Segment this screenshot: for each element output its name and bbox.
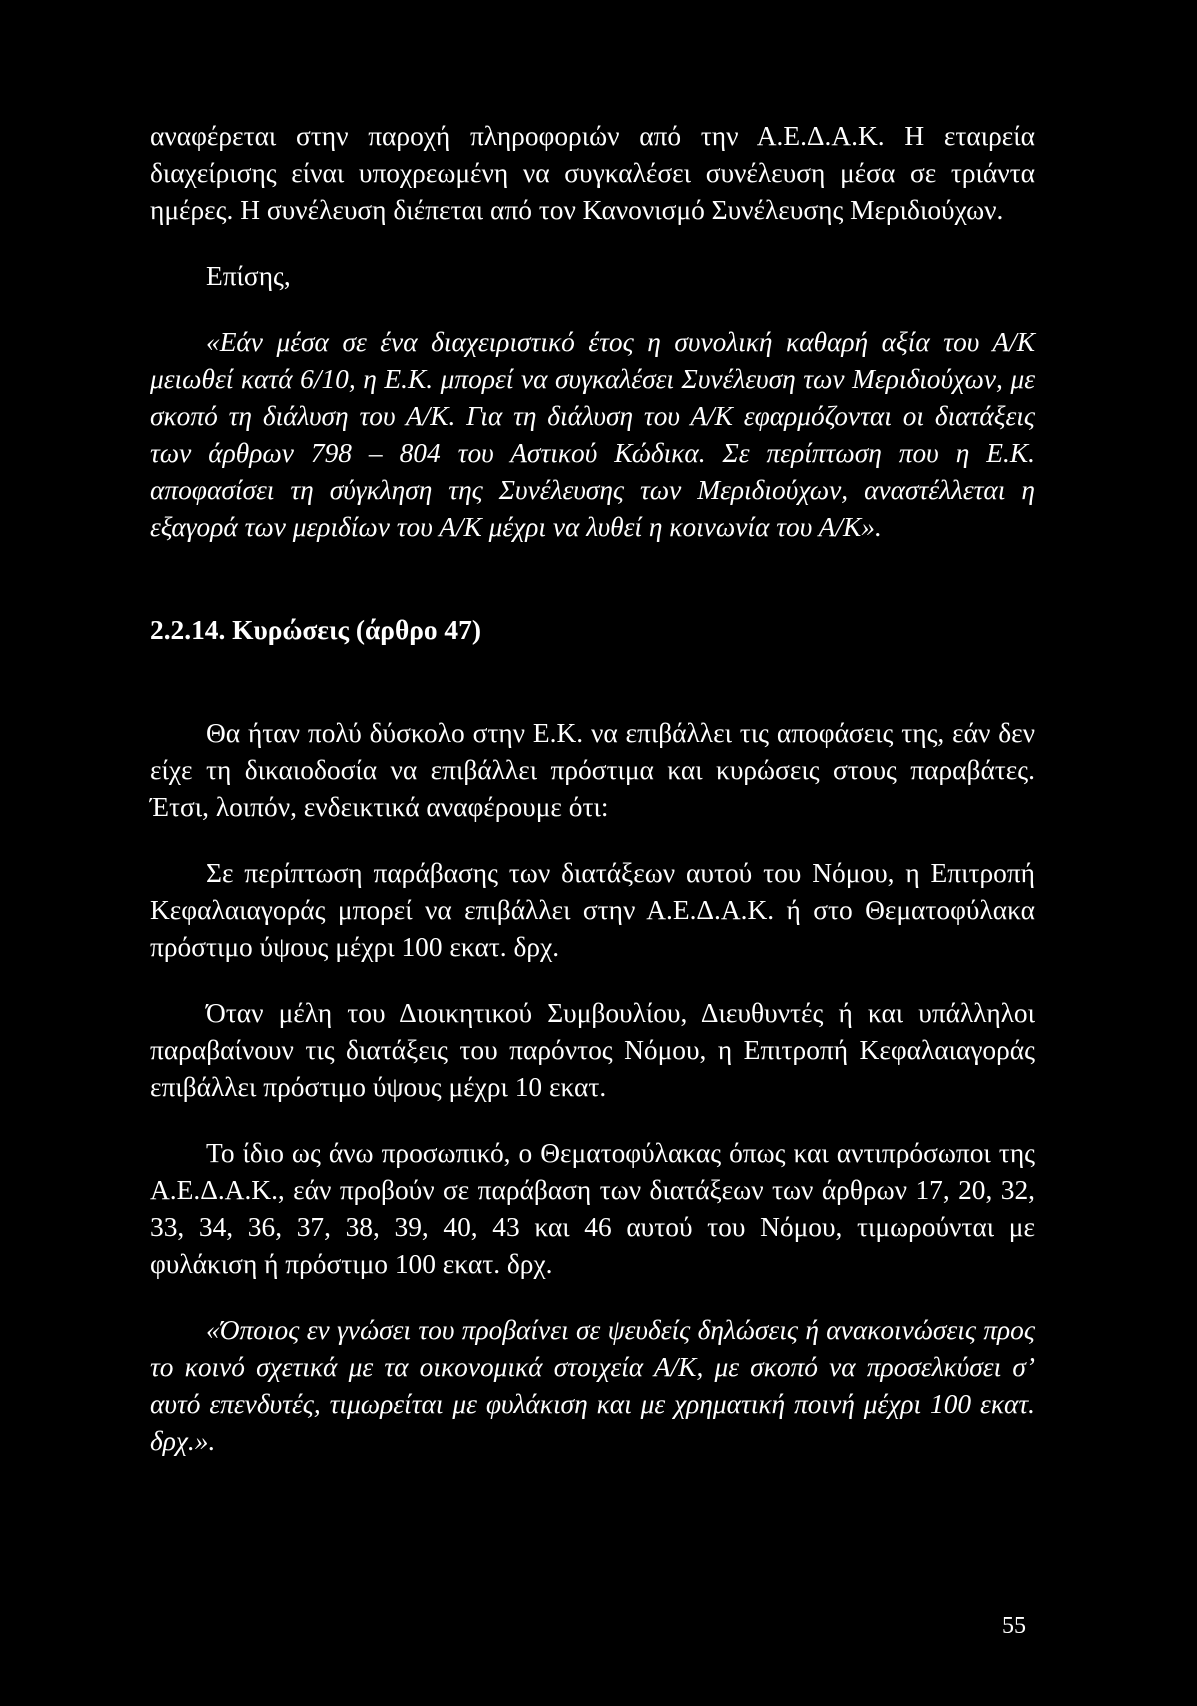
paragraph-sanctions-intro: Θα ήταν πολύ δύσκολο στην Ε.Κ. να επιβάλλει τις αποφάσεις της, εάν δεν είχε τη δικαιοδοσία να επιβάλλει πρόστιμα και κυρώσεις στους παραβάτες. Έτσι, λοιπόν, ενδεικτικά αναφέρουμε ότι: <box>150 718 1035 822</box>
page-number: 55 <box>1002 1613 1026 1639</box>
paragraph-continuation: αναφέρεται στην παροχή πληροφοριών από την Α.Ε.Δ.Α.Κ. Η εταιρεία διαχείρισης είναι υποχρεωμένη να συγκαλέσει συνέλευση μέσα σε τριάντα ημέρες. Η συνέλευση διέπεται από τον Κανονισμό Συνέλευσης Μεριδιούχων. <box>150 121 1035 225</box>
quote-dissolution: «Εάν μέσα σε ένα διαχειριστικό έτος η συνολική καθαρή αξία του Α/Κ μειωθεί κατά 6/10, η Ε.Κ. μπορεί να συγκαλέσει Συνέλευση των Μεριδιούχων, με σκοπό τη διάλυση του Α/Κ. Για τη διάλυση του Α/Κ εφαρμόζονται οι διατάξεις των άρθρων 798 – 804 του Αστικού Κώδικα. Σε περίπτωση που η Ε.Κ. αποφασίσει τη σύγκληση της Συνέλευσης των Μεριδιούχων, αναστέλλεται η εξαγορά των μεριδίων του Α/Κ μέχρι να λυθεί η κοινωνία του Α/Κ». <box>150 327 1035 542</box>
quote-false-statements: «Όποιος εν γνώσει του προβαίνει σε ψευδείς δηλώσεις ή ανακοινώσεις προς το κοινό σχετικά με τα οικονομικά στοιχεία Α/Κ, με σκοπό να προσελκύσει σ’ αυτό επενδυτές, τιμωρείται με φυλάκιση και με χρηματική ποινή μέχρι 100 εκατ. δρχ.». <box>150 1315 1035 1456</box>
paragraph-fine-board: Όταν μέλη του Διοικητικού Συμβουλίου, Διευθυντές ή και υπάλληλοι παραβαίνουν τις διατάξεις του παρόντος Νόμου, η Επιτροπή Κεφαλαιαγοράς επιβάλλει πρόστιμο ύψους μέχρι 10 εκατ. <box>150 998 1035 1102</box>
document-page <box>150 118 1035 1460</box>
paragraph-penalty-staff: Το ίδιο ως άνω προσωπικό, ο Θεματοφύλακας όπως και αντιπρόσωποι της Α.Ε.Δ.Α.Κ., εάν προβούν σε παράβαση των διατάξεων των άρθρων 17, 20, 32, 33, 34, 36, 37, 38, 39, 40, 43 και 46 αυτού του Νόμου, τιμωρούνται με φυλάκιση ή πρόστιμο 100 εκατ. δρχ. <box>150 1138 1035 1279</box>
paragraph-also: Επίσης, <box>206 261 291 291</box>
paragraph-fine-company: Σε περίπτωση παράβασης των διατάξεων αυτού του Νόμου, η Επιτροπή Κεφαλαιαγοράς μπορεί να επιβάλλει στην Α.Ε.Δ.Α.Κ. ή στο Θεματοφύλακα πρόστιμο ύψους μέχρι 100 εκατ. δρχ. <box>150 858 1035 962</box>
section-heading: 2.2.14. Κυρώσεις (άρθρο 47) <box>150 615 481 645</box>
